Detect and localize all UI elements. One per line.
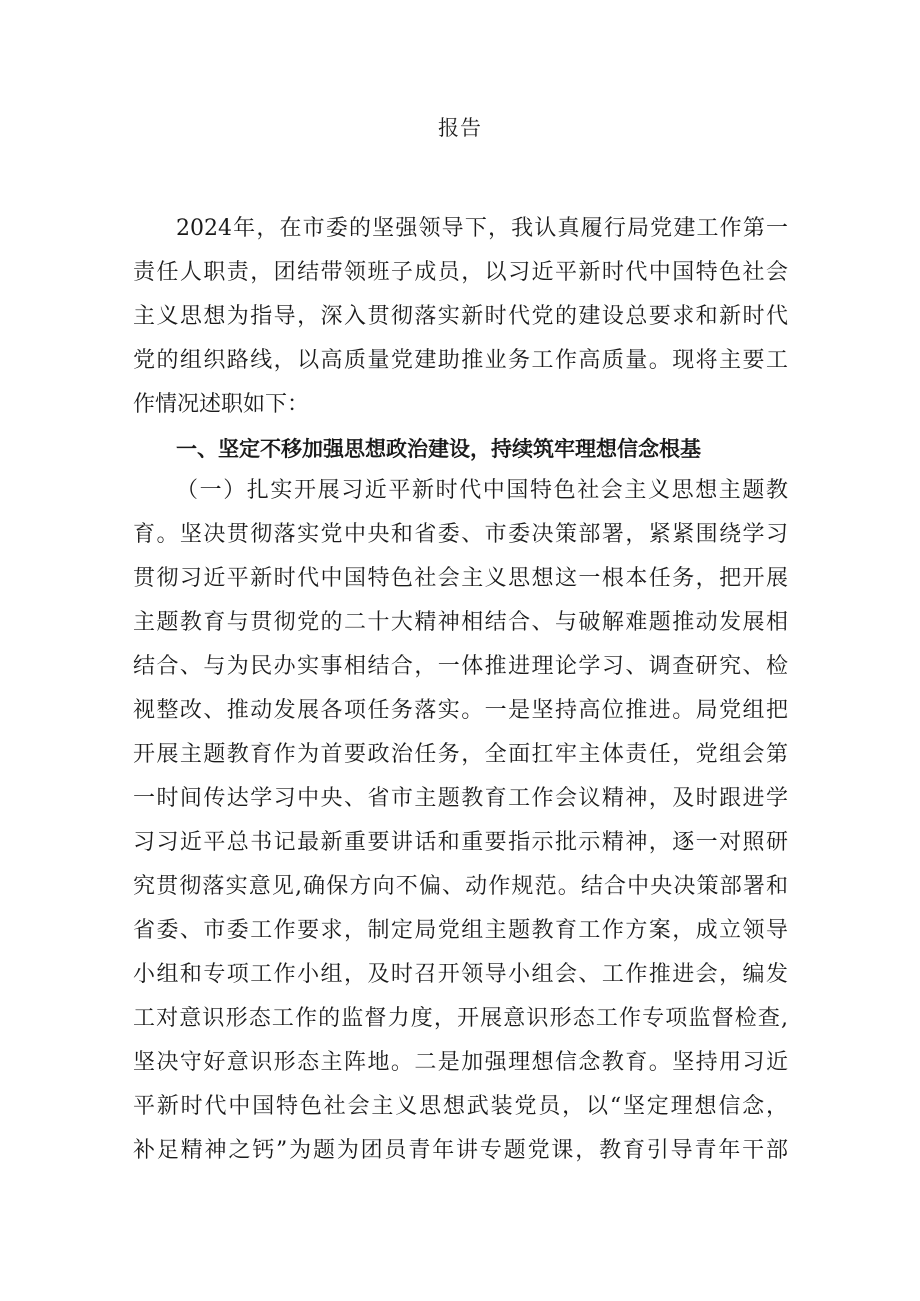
paragraph-line: 作情况述职如下： [133, 392, 310, 417]
paragraph-line: 视整改、推动发展各项任务落实。一是坚持高位推进。局党组把 [133, 698, 788, 723]
document-title: 报告 [438, 116, 482, 140]
paragraph-line: 结合、与为民办实事相结合，一体推进理论学习、调查研究、检 [133, 654, 788, 679]
paragraph-line: 一时间传达学习中央、省市主题教育工作会议精神，及时跟进学 [133, 786, 788, 811]
paragraph-line: 小组和专项工作小组，及时召开领导小组会、工作推进会，编发 [133, 962, 788, 987]
section-heading: 一、坚定不移加强思想政治建设，持续筑牢理想信念根基 [176, 437, 701, 461]
paragraph-line: 省委、市委工作要求，制定局党组主题教育工作方案，成立领导 [133, 918, 788, 943]
paragraph-line: 党的组织路线，以高质量党建助推业务工作高质量。现将主要工 [133, 348, 788, 373]
paragraph-line: 责任人职责，团结带领班子成员，以习近平新时代中国特色社会 [133, 260, 788, 285]
paragraph-line: 主题教育与贯彻党的二十大精神相结合、与破解难题推动发展相 [133, 610, 788, 635]
paragraph-line: 坚决守好意识形态主阵地。二是加强理想信念教育。坚持用习近 [133, 1050, 788, 1075]
paragraph-line: 究贯彻落实意见,确保方向不偏、动作规范。结合中央决策部署和 [133, 874, 788, 899]
paragraph-line: 开展主题教育作为首要政治任务，全面扛牢主体责任，党组会第 [133, 742, 788, 767]
paragraph-line: （一）扎实开展习近平新时代中国特色社会主义思想主题教 [176, 478, 788, 503]
paragraph-line: 育。坚决贯彻落实党中央和省委、市委决策部署，紧紧围绕学习 [133, 522, 788, 547]
paragraph-line: 工对意识形态工作的监督力度，开展意识形态工作专项监督检查, [133, 1006, 788, 1031]
paragraph-line: 补足精神之钙”为题为团员青年讲专题党课，教育引导青年干部 [133, 1138, 788, 1163]
paragraph-line: 2024年，在市委的坚强领导下，我认真履行局党建工作第一 [176, 216, 788, 241]
paragraph-line: 主义思想为指导，深入贯彻落实新时代党的建设总要求和新时代 [133, 304, 788, 329]
paragraph-line: 平新时代中国特色社会主义思想武装党员，以“坚定理想信念， [133, 1094, 788, 1119]
paragraph-line: 习习近平总书记最新重要讲话和重要指示批示精神，逐一对照研 [133, 830, 788, 855]
paragraph-line: 贯彻习近平新时代中国特色社会主义思想这一根本任务，把开展 [133, 566, 788, 591]
